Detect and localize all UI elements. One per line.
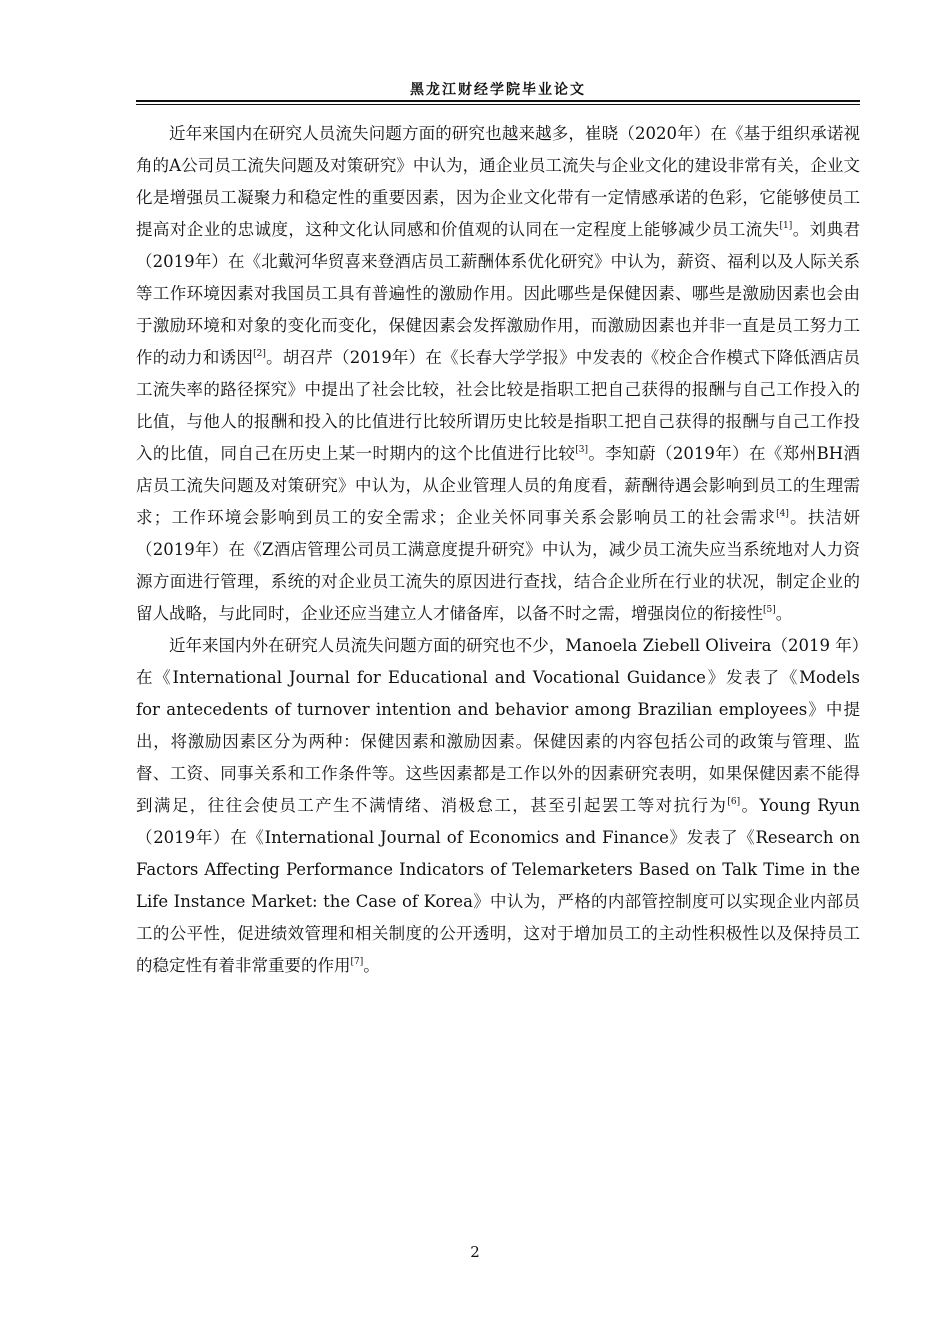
citation-ref: [6] xyxy=(727,797,741,807)
citation-ref: [5] xyxy=(763,605,776,615)
citation-ref: [7] xyxy=(350,957,364,967)
text-run: 。 xyxy=(775,604,793,623)
citation-ref: [2] xyxy=(253,349,266,359)
text-run: 。李知蔚（2019年）在《郑州BH酒店员工流失问题及对策研究》中认为，从企业管理人员的角度看，薪酬待遇会影响到员工的生理需求；工作环境会影响到员工的安全需求；企业关怀同事关系会影响员工的社会需求 xyxy=(136,444,860,527)
citation-ref: [3] xyxy=(575,445,588,455)
text-run: 近年来国内在研究人员流失问题方面的研究也越来越多，崔晓（2020年）在《基于组织承诺视角的A公司员工流失问题及对策研究》中认为，通企业员工流失与企业文化的建设非常有关，企业文化是增强员工凝聚力和稳定性的重要因素，因为企业文化带有一定情感承诺的色彩，它能够使员工提高对企业的忠诚度，这种文化认同感和价值观的认同在一定程度上能够减少员工流失 xyxy=(136,124,860,239)
page-number: 2 xyxy=(470,1243,480,1261)
text-run: 。 xyxy=(363,956,380,975)
header-rule-thick xyxy=(136,100,860,102)
body-text xyxy=(136,118,860,982)
text-run: 。Young Ryun（2019年）在《International Journal of Economics and Finance》发表了《Research on Factors Affecting Performance Indicators of Telemarketers Based on Talk Time in the Life Instance Market: the Case of Korea》中认为，严格的内部管控制度可以实现企业内部员工的公平性，促进绩效管理和相关制度的公开透明，这对于增加员工的主动性积极性以及保持员工的稳定性有着非常重要的作用 xyxy=(136,796,860,975)
citation-ref: [4] xyxy=(776,509,789,519)
paragraph-domestic-research xyxy=(136,118,860,630)
text-run: 近年来国内外在研究人员流失问题方面的研究也不少，Manoela Ziebell Oliveira（2019 年）在《International Journal for Educational and Vocational Guidance》发表了《Models for antecedents of turnover intention and behavior among Brazilian employees》中提出，将激励因素区分为两种：保健因素和激励因素。保健因素的内容包括公司的政策与管理、监督、工资、同事关系和工作条件等。这些因素都是工作以外的因素研究表明，如果保健因素不能得到满足，往往会使员工产生不满情绪、消极怠工，甚至引起罢工等对抗行为 xyxy=(136,636,860,815)
page-header-title: 黑龙江财经学院毕业论文 xyxy=(410,82,586,98)
text-run: 。扶洁妍（2019年）在《Z酒店管理公司员工满意度提升研究》中认为，减少员工流失应当系统地对人力资源方面进行管理，系统的对企业员工流失的原因进行查找，结合企业所在行业的状况，制定企业的留人战略，与此同时，企业还应当建立人才储备库，以备不时之需，增强岗位的衔接性 xyxy=(136,508,860,623)
paragraph-foreign-research xyxy=(136,630,860,982)
header-rule-thin xyxy=(136,104,860,105)
citation-ref: [1] xyxy=(779,221,793,231)
text-run: 。胡召芹（2019年）在《长春大学学报》中发表的《校企合作模式下降低酒店员工流失率的路径探究》中提出了社会比较，社会比较是指职工把自己获得的报酬与自己工作投入的比值，与他人的报酬和投入的比值进行比较所谓历史比较是指职工把自己获得的报酬与自己工作投入的比值，同自己在历史上某一时期内的这个比值进行比较 xyxy=(136,348,861,463)
text-run: 。刘典君（2019年）在《北戴河华贸喜来登酒店员工薪酬体系优化研究》中认为，薪资、福利以及人际关系等工作环境因素对我国员工具有普遍性的激励作用。因此哪些是保健因素、哪些是激励因素也会由于激励环境和对象的变化而变化，保健因素会发挥激励作用，而激励因素也并非一直是员工努力工作的动力和诱因 xyxy=(136,220,861,367)
